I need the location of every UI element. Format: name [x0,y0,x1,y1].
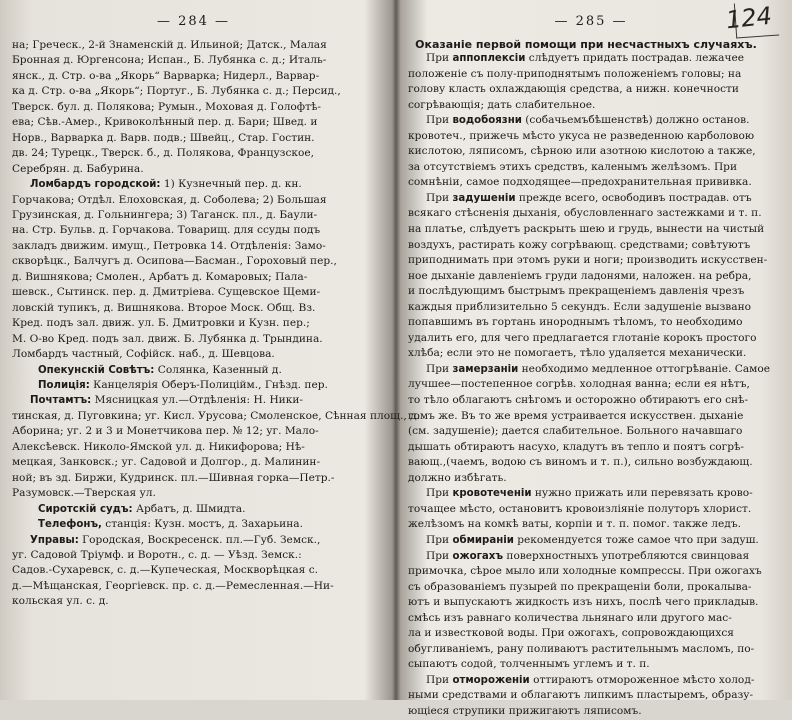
text-line [408,440,774,456]
section-title: Оказанiе первой помощи при несчастныхъ случаяхъ. [415,38,757,51]
left-page-text [12,38,420,610]
text-line [12,502,375,517]
text-run: Садов.-Сухаревск, с. д.—Купеческая, Москворѣцкая с. [12,564,319,577]
text-run: за отсутствiемъ этихъ средствъ, каленымъ желѣзомъ. При [408,160,738,173]
text-line [408,175,774,191]
text-line [408,98,774,114]
text-line [12,239,375,254]
text-line [12,53,375,68]
text-run: При [426,362,453,375]
bold-heading-term: Почтамтъ: [30,395,92,407]
text-line [408,51,774,67]
text-line [408,362,774,378]
text-run: ла и известковой воды. При ожогахъ, сопровождающихся [408,627,734,640]
bold-heading-term: Ломбардъ городской: [30,179,161,191]
text-line [408,269,774,285]
text-run: гомъ же. Въ то же время устраивается искусствен. дыханiе [408,409,744,422]
text-line [12,162,375,177]
text-line [408,113,774,129]
text-line [12,115,375,130]
text-line [12,563,375,578]
bold-heading-term: кровотеченiи [452,488,532,500]
text-line [408,393,774,409]
text-run: шевск., Сытинск. пер. д. Дмитрiева. Сущевское Щеми- [12,286,321,299]
text-line [408,642,774,658]
text-line [12,378,375,393]
text-run: то тѣло облагаютъ снѣгомъ и осторожно обтираютъ его снѣ- [408,394,749,407]
text-line [408,424,774,440]
text-line [12,301,375,316]
text-line [408,253,774,269]
text-run: должно избѣгать. [408,471,507,484]
text-line [408,377,774,393]
text-run: приподнимать при этомъ руки и ноги; производить искусствен- [408,254,768,267]
text-run: голову класть охлаждающiя средства, а нижн. конечности [408,83,739,96]
left-page [8,0,420,700]
text-run: сомнѣнiи, самое подходящее—предохранительная прививка. [408,176,752,189]
right-page-text [408,51,774,720]
bold-heading-term: Телефонъ, [38,519,102,531]
text-line [408,564,774,580]
text-run: и послѣдующимъ быстрымъ прекращенiемъ давленiя чрезъ [408,285,745,298]
text-run: воздухъ, растирать кожу согрѣвающ. средствами; совѣтуютъ [408,238,751,251]
text-line [12,393,375,408]
text-run: на. Стр. Бульв. д. Горчакова. Товарищ. для ссуды подъ [12,224,321,237]
text-line [12,424,375,439]
text-line [12,208,375,223]
text-run: на платье, слѣдуетъ раскрыть шею и грудь, вынести на чистый [408,223,765,236]
text-line [12,471,375,486]
text-line [408,284,774,300]
text-run: уг. Садовой Трiумф. и Ворoтн., с. д. — Уѣзд. Земск.: [12,548,302,561]
text-run: станцiя: Кузн. мостъ, д. Захарьина. [101,518,303,531]
text-run: смѣсь изъ равнаго количества льнянаго или другого мас- [408,611,732,624]
bold-heading-term: замерзанiи [452,363,519,375]
text-run: мецкая, Занковск.; уг. Садовой и Долгор., д. Малинин- [12,456,321,469]
text-line [408,657,774,673]
text-run: (см. задушенiе); дается слабительное. Больного начавшаго [408,425,743,438]
right-page [400,0,780,717]
text-run: тинская, д. Пуговкина; уг. Кисл. Урусова; Смоленское, Сѣнная площ., д. [12,409,420,422]
text-line [12,579,375,594]
text-line [12,193,375,208]
text-run: необходимо медленное оттогрѣванiе. Самое [518,362,771,375]
text-line [12,517,375,532]
text-line [408,533,774,549]
text-run: Разумовск.—Тверская ул. [12,487,156,500]
text-run: Арбатъ, д. Шмидта. [132,502,246,515]
text-line [12,363,375,378]
text-line [12,486,375,501]
text-run: ными средствами и облагаютъ липкимъ пластыремъ, образу- [408,689,754,702]
text-line [12,533,375,548]
text-line [408,160,774,176]
bold-heading-term: Управы: [30,534,79,546]
bold-heading-term: отмороженiи [452,674,530,686]
text-line [12,131,375,146]
page-number-right: — 285 — [554,14,628,29]
text-run: закладъ движим. имущ., Петровка 14. Отдѣленiя: Замо- [12,239,326,252]
text-line [12,409,420,424]
bold-heading-term: аппоплексiи [452,53,526,64]
text-run: кровотеч., прижечь мѣсто укуса не разведенною карболовою [408,129,755,142]
text-run: Солянка, Казенный д. [154,363,282,376]
text-run: согрѣвающiя; дать слабительное. [408,98,596,111]
text-line [408,611,774,627]
text-line [12,332,375,347]
bold-heading-term: водобоязни [452,115,522,127]
text-line [408,502,774,518]
text-line [408,238,774,254]
text-line [408,300,774,316]
text-line [408,346,774,362]
text-run: нужно прижать или перевязать крово- [531,487,753,500]
text-run: При [426,533,453,546]
text-run: Серебрян. д. Бабурина. [12,162,144,175]
text-line [408,222,774,238]
text-line [12,347,375,362]
text-line [12,316,375,331]
text-run: положенiе съ полу-приподнятымъ положенiемъ головы; на [408,67,742,80]
text-run: желѣзомъ на комкѣ ваты, корпiи и т. п. помог. также ледъ. [408,518,741,531]
text-line [408,315,774,331]
text-line [408,626,774,642]
text-run: При [426,549,453,562]
text-line [408,191,774,207]
text-run: рекомендуется тоже самое что при задуш. [513,533,759,546]
text-run: д.—Мѣщанская, Георгiевск. пр. с. д.—Ремесленная.—Ни- [12,579,334,592]
text-run: При [426,487,453,500]
text-line [12,548,375,563]
text-line [408,67,774,83]
text-line [408,331,774,347]
text-line [12,223,375,238]
text-run: съ образованiемъ пузырей по прекращенiи боли, прокалыва- [408,580,752,593]
text-line [12,440,375,455]
text-line [408,673,774,689]
text-run: поверхностныхъ употребляются свинцовая [503,549,750,562]
text-run: При [426,114,453,127]
text-line [12,69,375,84]
text-line [12,254,375,269]
text-run: ютъ и выпускаютъ жидкость изъ нихъ, послѣ чего прикладыв. [408,596,759,609]
text-run: Алексѣевск. Николо-Ямской ул. д. Никифорова; Нѣ- [12,440,305,453]
text-run: Бронная д. Юргенсона; Испан., Б. Лубянка с. д.; Италь- [12,54,327,67]
text-run: сыпаютъ содой, толченнымъ углемъ и т. п. [408,658,650,671]
text-run: на; Греческ., 2-й Знаменскiй д. Ильиной; Датск., Малая [12,39,327,51]
text-run: (собачьемъбѣшенствѣ) должно останов. [521,114,750,127]
text-run: попавшимъ въ гортань инороднымъ тѣломъ, то необходимо [408,316,743,329]
bold-heading-term: Полицiя: [38,379,90,391]
text-line [12,594,375,609]
text-line [408,206,774,222]
bold-heading-term: Опекунскiй Совѣтъ: [38,364,155,376]
text-line [408,688,774,704]
text-line [408,595,774,611]
text-line [408,144,774,160]
text-run: ное дыханiе давленiемъ груди ладонями, наложен. на ребра, [408,269,752,282]
page-number-left: — 284 — [156,14,231,29]
text-run: ловскiй тупикъ, д. Вишнякова. Второе Моск. Общ. Вз. [12,301,316,314]
text-run: оттираютъ отмороженное мѣсто холод- [529,673,755,686]
text-run: Канцелярiя Оберъ-Полицiйм., Гнѣзд. пер. [89,378,328,391]
text-run: Мясницкая ул.—Отдѣленiя: Н. Ники- [91,394,304,407]
text-run: Аборина; уг. 2 и 3 и Монетчикова пер. № 12; уг. Мало- [12,425,319,438]
text-run: лучшее—постепенное согрѣв. холодная ванна; если ея нѣтъ, [408,378,750,391]
text-run: ющiеся струпики прижигаютъ ляписомъ. [408,704,642,717]
text-line [408,455,774,471]
text-line [12,455,375,470]
text-run: точащее мѣсто, остановитъ кровоизлiянiе полуторъ хлорист. [408,502,752,515]
text-run: обугливанiемъ, рану поливаютъ растительнымъ масломъ, по- [408,642,755,655]
bold-heading-term: ожогахъ [452,550,504,562]
text-run: удалить его, для чего предлагается глотанiе корокъ простого [408,331,757,344]
bold-heading-term: Сиротскiй судъ: [38,503,133,515]
text-line [408,580,774,596]
text-run: ка д. Стр. о-ва „Якорь“; Португ., Б. Лубянка с. д.; Персид., [12,85,341,98]
text-line [408,82,774,98]
text-run: Тверск. бул. д. Полякова; Румын., Моховая д. Голофтѣ- [12,100,321,113]
text-run: Кред. подъ зал. движ. ул. Б. Дмитровки и Кузн. пер.; [12,317,310,330]
text-run: ной; въ зд. Биржи, Кудринск. пл.—Шивная горка—Петр.- [12,471,335,484]
text-run: Ломбардъ частный, Софiйск. наб., д. Шевцова. [12,348,275,361]
text-run: При [426,52,453,64]
text-run: слѣдуетъ придать пострадав. лежачее [525,52,745,64]
text-line [408,129,774,145]
text-run: Городская, Воскресенск. пл.—Губ. Земск., [78,533,321,546]
text-run: д. Вишнякова; Смолен., Арбатъ д. Комаровых; Пала- [12,270,308,283]
text-run: При [426,191,453,204]
text-line [408,486,774,502]
handwritten-page-number: 124 [724,1,774,35]
text-run: прежде всего, освободивъ пострадав. отъ [515,191,752,204]
bold-heading-term: обмиранiи [452,534,514,546]
text-run: скворѣцк., Балчугъ д. Осипова—Басман., Гороховый пер., [12,255,337,268]
text-run: Грузинская, д. Гольнингера; 3) Таганск. пл., д. Баули- [12,208,318,221]
text-run: примочка, сѣрое мыло или холодные компрессы. При ожогахъ [408,565,762,578]
text-run: При [426,673,453,686]
text-run: Горчакова; Отдѣл. Елоховская, д. Соболева; 2) Большая [12,193,327,206]
text-run: вающ.,(чаемъ, водою съ виномъ и т. п.), сильно возбуждающ. [408,456,753,469]
text-run: ева; Сѣв.-Амер., Кривоколѣнный пер. д. Бари; Швед. и [12,116,318,129]
text-run: кольская ул. с. д. [12,595,109,608]
text-line [12,285,375,300]
text-line [12,84,375,99]
text-line [408,549,774,565]
text-line [408,517,774,533]
text-run: кислотою, ляписомъ, сѣрною или азотною кислотою а также, [408,145,756,158]
text-run: М. О-во Кред. подъ зал. движ. Б. Лубянка д. Трындина. [12,332,323,345]
text-run: дв. 24; Турецк., Тверск. б., д. Полякова, Французское, [12,147,315,160]
text-line [12,100,375,115]
text-run: янск., д. Стр. о-ва „Якорь“ Варварка; Нидерл., Варвар- [12,69,320,82]
text-run: хлѣба; если это не помогаетъ, тѣло удаляется механически. [408,347,747,360]
text-run: 1) Кузнечный пер. д. кн. [160,178,302,191]
text-run: всякаго стѣсненiя дыханiя, обусловленнаго застежками и т. п. [408,207,762,220]
text-line [12,146,375,161]
text-run: каждыя приблизительно 5 секундъ. Если задушенiе вызвано [408,300,752,313]
text-line [12,38,375,53]
text-line [12,177,375,192]
text-run: Норв., Варварка д. Варв. подв.; Швейц., Стар. Гостин. [12,131,315,144]
text-line [408,471,774,487]
bold-heading-term: задушенiи [452,192,516,204]
text-line [12,270,375,285]
text-line [408,704,774,720]
text-run: дышать обтираютъ насухо, кладутъ въ тепло и поятъ согрѣ- [408,440,744,453]
text-line [408,409,774,425]
